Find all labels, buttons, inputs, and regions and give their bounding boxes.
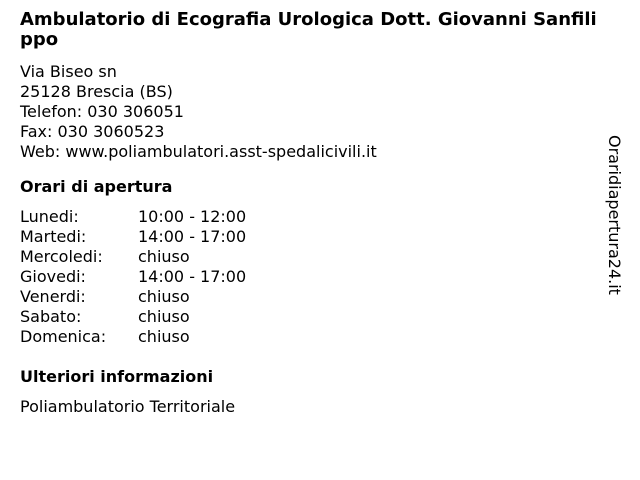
opening-hours-heading: Orari di apertura bbox=[20, 177, 173, 196]
street-address: Via Biseo sn bbox=[20, 62, 117, 81]
city-address: 25128 Brescia (BS) bbox=[20, 82, 173, 101]
hours-row-wednesday bbox=[20, 247, 600, 267]
fax-number: Fax: 030 3060523 bbox=[20, 122, 165, 141]
hours-value: chiuso bbox=[138, 247, 190, 266]
hours-row-saturday bbox=[20, 307, 600, 327]
hours-value: chiuso bbox=[138, 287, 190, 306]
hours-row-tuesday bbox=[20, 227, 600, 247]
hours-row-thursday bbox=[20, 267, 600, 287]
further-info-heading: Ulteriori informazioni bbox=[20, 367, 214, 386]
hours-value: 14:00 - 17:00 bbox=[138, 267, 247, 286]
day-label: Mercoledi: bbox=[20, 247, 103, 266]
hours-row-friday bbox=[20, 287, 600, 307]
day-label: Lunedi: bbox=[20, 207, 79, 226]
business-listing bbox=[20, 10, 600, 417]
hours-value: 10:00 - 12:00 bbox=[138, 207, 247, 226]
further-info-text: Poliambulatorio Territoriale bbox=[20, 397, 236, 416]
day-label: Giovedi: bbox=[20, 267, 86, 286]
day-label: Sabato: bbox=[20, 307, 82, 326]
hours-row-monday bbox=[20, 207, 600, 227]
hours-value: chiuso bbox=[138, 327, 190, 346]
hours-value: 14:00 - 17:00 bbox=[138, 227, 247, 246]
address-block bbox=[20, 62, 600, 162]
day-label: Venerdi: bbox=[20, 287, 86, 306]
page-title: Ambulatorio di Ecografia Urologica Dott. Giovanni Sanfilippo bbox=[20, 9, 597, 50]
hours-row-sunday bbox=[20, 327, 600, 347]
opening-hours-table bbox=[20, 207, 600, 347]
hours-value: chiuso bbox=[138, 307, 190, 326]
website: Web: www.poliambulatori.asst-spedalicivili.it bbox=[20, 142, 377, 161]
site-watermark: Oraridiapertura24.it bbox=[605, 135, 624, 295]
day-label: Martedi: bbox=[20, 227, 87, 246]
phone-number: Telefon: 030 306051 bbox=[20, 102, 184, 121]
day-label: Domenica: bbox=[20, 327, 107, 346]
